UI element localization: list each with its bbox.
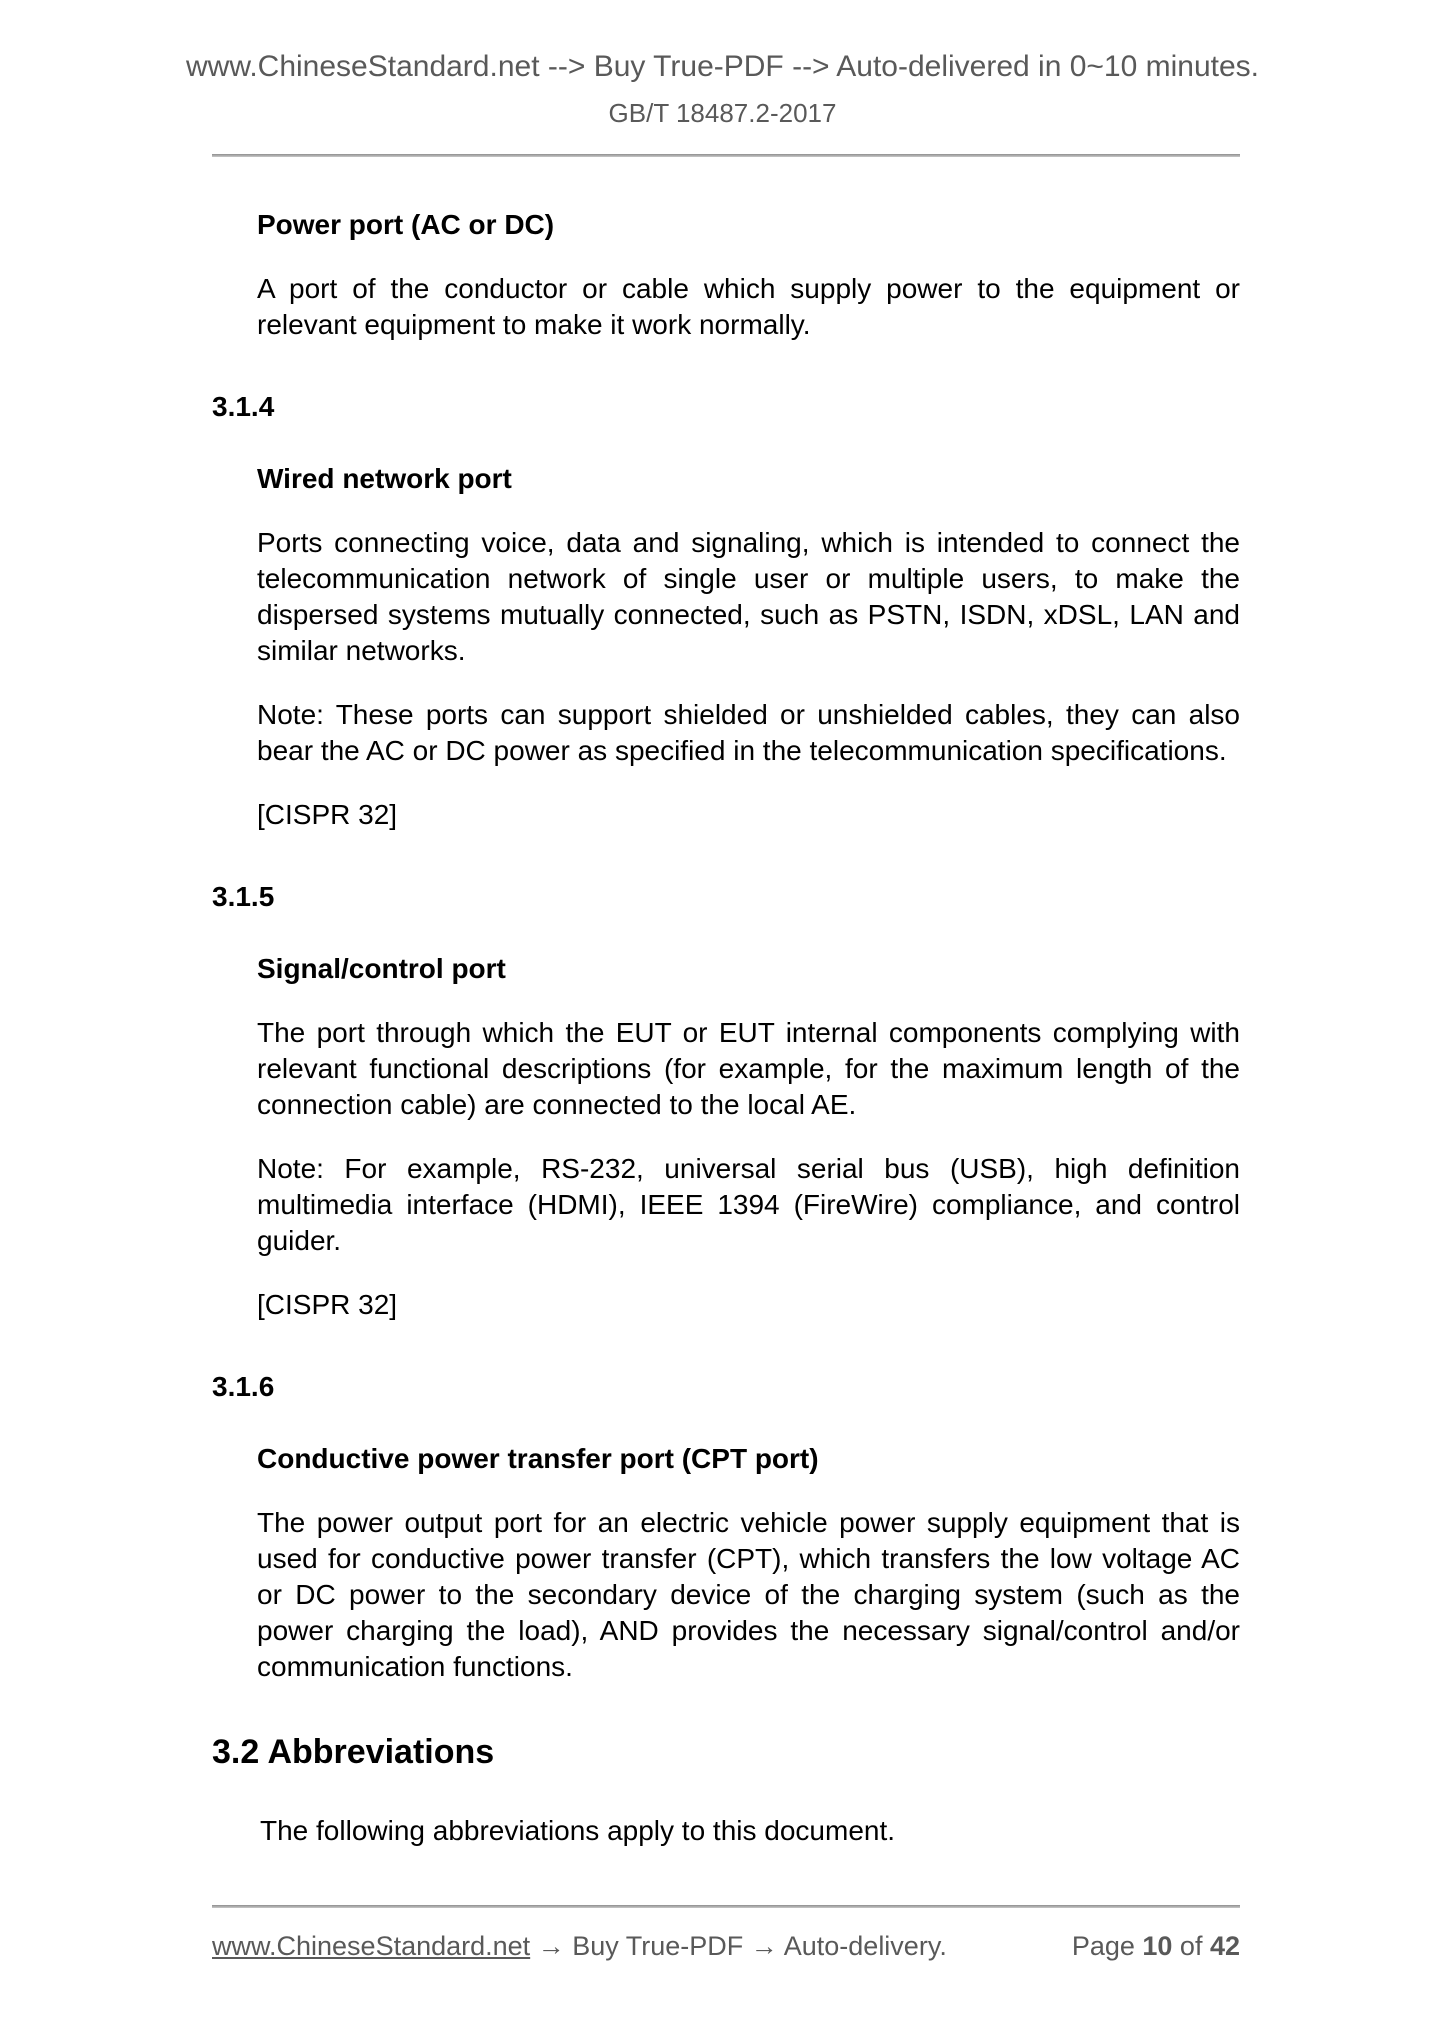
term-cpt-port: Conductive power transfer port (CPT port) — [257, 1443, 819, 1474]
page-header — [0, 0, 1445, 128]
section-heading-3-2: 3.2 Abbreviations — [212, 1733, 495, 1771]
footer-website-link[interactable]: www.ChineseStandard.net — [212, 1931, 531, 1961]
clause-number-3-1-5: 3.1.5 — [212, 881, 275, 912]
note-paragraph: Note: These ports can support shielded or unshielded cables, they can also bear the AC or DC power as specified in the telecommunication specifications. — [257, 699, 1240, 766]
source-reference: [CISPR 32] — [257, 1289, 398, 1320]
header-promo-line: www.ChineseStandard.net --> Buy True-PDF --> Auto-delivered in 0~10 minutes. — [185, 50, 1260, 83]
document-body — [212, 207, 1240, 1849]
term-signal-control-port: Signal/control port — [257, 953, 506, 984]
note-paragraph: Note: For example, RS-232, universal serial bus (USB), high definition multimedia interface (HDMI), IEEE 1394 (FireWire) compliance, and control guider. — [257, 1153, 1240, 1256]
lead-sentence: The following abbreviations apply to this document. — [260, 1815, 896, 1846]
page-label: Page — [1071, 1931, 1143, 1961]
definition-paragraph: Ports connecting voice, data and signaling, which is intended to connect the telecommunication network of single user or multiple users, to make the dispersed systems mutually connected, such as PSTN, ISDN, xDSL, LAN and similar networks. — [257, 527, 1240, 666]
definition-paragraph: The power output port for an electric vehicle power supply equipment that is used for conductive power transfer (CPT), which transfers the low voltage AC or DC power to the secondary device of the charging system (such as the power charging the load), AND provides the necessary signal/control and/or communication functions. — [257, 1507, 1240, 1682]
current-page-number: 10 — [1142, 1931, 1173, 1961]
of-label: of — [1172, 1931, 1210, 1961]
page-indicator — [1072, 1930, 1240, 1962]
standard-number: GB/T 18487.2-2017 — [608, 98, 837, 128]
definition-paragraph: The port through which the EUT or EUT internal components complying with relevant functional descriptions (for example, for the maximum length of the connection cable) are connected to the local AE. — [257, 1017, 1240, 1120]
term-wired-network-port: Wired network port — [257, 463, 512, 494]
clause-number-3-1-6: 3.1.6 — [212, 1371, 275, 1402]
header-divider — [212, 154, 1240, 157]
footer-source-text: → Buy True-PDF → Auto-delivery. — [530, 1931, 947, 1961]
total-page-number: 42 — [1209, 1931, 1240, 1961]
clause-number-3-1-4: 3.1.4 — [212, 391, 275, 422]
term-power-port: Power port (AC or DC) — [257, 209, 555, 240]
footer-divider — [212, 1905, 1240, 1908]
footer-source-line — [212, 1930, 947, 1962]
page-footer — [212, 1930, 1240, 1962]
source-reference: [CISPR 32] — [257, 799, 398, 830]
definition-paragraph: A port of the conductor or cable which supply power to the equipment or relevant equipment to make it work normally. — [257, 273, 1240, 340]
